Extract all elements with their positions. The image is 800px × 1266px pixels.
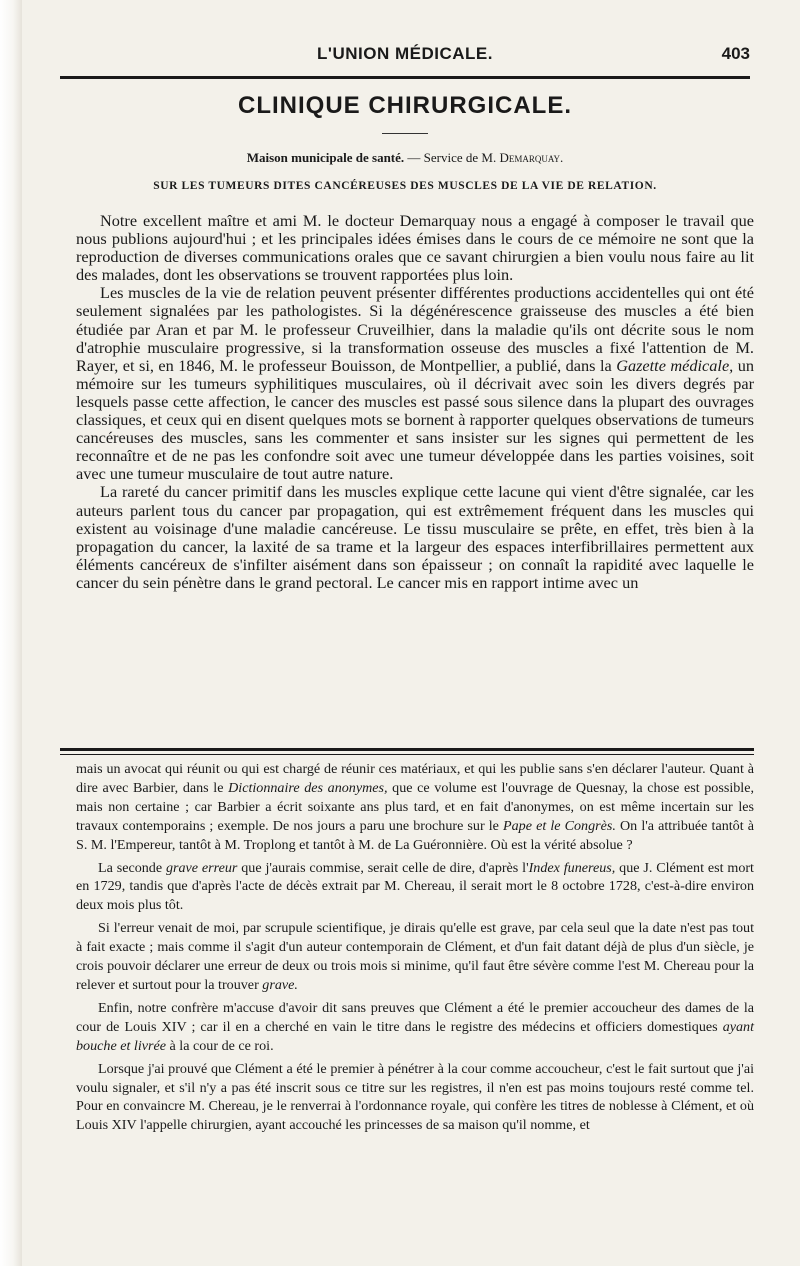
footnote-4-part-a: Enfin, notre confrère m'accuse d'avoir dit sans preuves que Clément a été le premier accoucheur des dames de la cour de Louis XIV ; car il en a cherché en vain le titre dans le registre des médecins et officiers domestiques bbox=[76, 999, 754, 1035]
footnote-paragraph-5: Lorsque j'ai prouvé que Clément a été le premier à pénétrer à la cour comme accoucheur, c'est le fait surtout que j'ai voulu signaler, et s'il n'y a pas été inscrit sous ce titre sur les registres, il n'en est pas moins toujours resté comme tel. Pour en convaincre M. Chereau, je le renverrai à l'ordonnance royale, qui confère les titres de noblesse à Clément, et où Louis XIV l'appelle chirurgien, ayant accouché les princesses de sa maison qu'il nomme, et bbox=[76, 1060, 754, 1134]
paragraph-1: Notre excellent maître et ami M. le docteur Demarquay nous a engagé à composer le travail que nous publions aujourd'hui ; et les principales idées émises dans le cours de ce mémoire ne sont que la reproduction de diverses communications orales que ce savant chirurgien a bien voulu nous faire au lit des malades, dont les observations se trouvent rapportées plus loin. bbox=[76, 211, 754, 285]
footnote-1-part-a: mais un avocat qui réunit ou qui est chargé de réunir ces matériaux, et qui les publie sans s'en déclarer l'auteur. Quant à dire avec Barbier, dans le bbox=[76, 761, 754, 796]
footnote-2-italic-2: Index funereus, bbox=[528, 859, 616, 876]
footnote-paragraph-1 bbox=[76, 760, 754, 855]
binding-edge bbox=[0, 0, 22, 1266]
service-name: Demarquay. bbox=[499, 150, 564, 165]
footnote-2-part-a: La seconde bbox=[98, 859, 166, 876]
service-prefix: — Service de M. bbox=[404, 150, 500, 165]
footnote-4-part-b: à la cour de ce roi. bbox=[166, 1037, 274, 1054]
footnote-2-part-b: que j'aurais commise, serait celle de dire, d'après l' bbox=[237, 859, 529, 876]
footnote-1-part-b: que ce volume est l'ouvrage de Quesnay, la chose est possible, mais non certaine ; car Barbier a écrit soixante ans plus tard, et en fait d'anonymes, on est même incertain sur les travaux contemporains ; exemple. De nos jours a paru une brochure sur le bbox=[76, 779, 754, 834]
page-number: 403 bbox=[721, 44, 750, 63]
footnote-paragraph-2 bbox=[76, 859, 754, 916]
footnote-rule-thick bbox=[60, 748, 754, 751]
paragraph-2-part-a: Les muscles de la vie de relation peuvent présenter différentes productions accidentelles qui ont été seulement signalées par les pathologistes. Si la dégénérescence graisseuse des muscles a été bien étudiée par Aran et par M. le professeur Cruveilhier, dans la maladie qu'ils ont décrite sous le nom d'atrophie musculaire progressive, si la transformation osseuse des muscles a fixé l'attention de M. Rayer, et si, en 1846, M. le professeur Bouisson, de Montpellier, a publié, dans la bbox=[76, 283, 754, 375]
footnote-3-italic-1: grave. bbox=[262, 976, 298, 993]
title-divider bbox=[382, 133, 428, 134]
page-header bbox=[60, 44, 750, 72]
service-line bbox=[60, 150, 750, 166]
footnote-3-part-a: Si l'erreur venait de moi, par scrupule scientifique, je dirais qu'elle est grave, par cela seul que la date n'est pas tout à fait exacte ; mais comme il s'agit d'un auteur contemporain de Clément, et d'un fait datant déjà de plus d'un siècle, je crois pouvoir déclarer une erreur de deux ou trois mois si minime, qu'il faut être sévère comme l'est M. Chereau pour la relever et surtout pour la trouver bbox=[76, 920, 754, 993]
section-title: CLINIQUE CHIRURGICALE. bbox=[238, 92, 572, 119]
article-title: SUR LES TUMEURS DITES CANCÉREUSES DES MUSCLES DE LA VIE DE RELATION. bbox=[153, 180, 657, 192]
main-text bbox=[76, 212, 754, 592]
footnote-2-part-c: que J. Clément est mort en 1729, tandis que d'après l'acte de décès extrait par M. Chereau, il serait mort le 8 octobre 1728, c'est-à-dire environ deux mois plus tôt. bbox=[76, 859, 754, 914]
paragraph-2 bbox=[76, 284, 754, 483]
footnote-paragraph-3 bbox=[76, 919, 754, 995]
footnote-2-italic-1: grave erreur bbox=[165, 859, 238, 876]
footnote-1-italic-2: Pape et le Congrès. bbox=[503, 817, 616, 834]
footnote-4-italic-1: ayant bouche et livrée bbox=[76, 1018, 754, 1054]
journal-title: Gazette médicale, bbox=[616, 355, 734, 375]
header-rule bbox=[60, 76, 750, 79]
footnote-1-italic-1: Dictionnaire des anonymes, bbox=[228, 779, 388, 796]
footnote-paragraph-4 bbox=[76, 999, 754, 1056]
running-title: L'UNION MÉDICALE. bbox=[317, 44, 493, 63]
institution-name: Maison municipale de santé. bbox=[246, 150, 405, 165]
paragraph-3: La rareté du cancer primitif dans les muscles explique cette lacune qui vient d'être signalée, car les auteurs parlent tous du cancer par propagation, qui est extrêmement fréquent dans les muscles qui existent au voisinage d'une maladie cancéreuse. Le tissu musculaire se prête, en effet, très bien à la propagation du cancer, la laxité de sa trame et la largeur des espaces interfibrillaires permettent aux éléments cancéreux de s'infilter aisément dans son épaisseur ; on connaît la rapidité avec laquelle le cancer du sein pénètre dans le grand pectoral. Le cancer mis en rapport intime avec un bbox=[76, 482, 754, 592]
footnote-text bbox=[76, 760, 754, 1135]
paragraph-2-part-b: un mémoire sur les tumeurs syphilitiques musculaires, où il décrivait avec soin les divers degrés par lesquels passe cette affection, le cancer des muscles est passé sous silence dans la plupart des ouvrages classiques, et ceux qui en disent quelques mots se bornent à rapporter quelques observations de tumeurs cancéreuses des muscles, sans les commenter et sans insister sur les signes qui permettent de les reconnaître et de ne pas les confondre soit avec une tumeur développée dans les parties voisines, soit avec une tumeur musculaire de tout autre nature. bbox=[76, 355, 755, 484]
footnote-1-part-c: On l'a attribuée tantôt à S. M. l'Empereur, tantôt à M. Troplong et tantôt à M. de La Guéronnière. Où est la vérité absolue ? bbox=[76, 817, 754, 853]
footnote-rule-thin bbox=[60, 754, 754, 755]
